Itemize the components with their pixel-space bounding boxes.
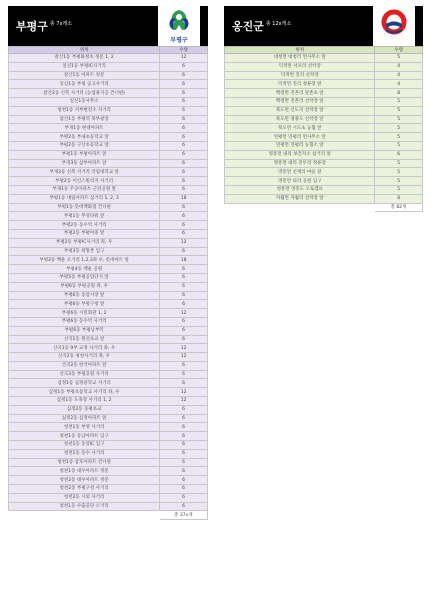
table-row (225, 62, 423, 71)
quantity-cell: 6 (160, 405, 208, 414)
location-cell: 갈산2동 신복 사거리 (농업용지공 건너편) (9, 89, 160, 98)
quantity-cell: 6 (160, 106, 208, 115)
quantity-cell: 6 (160, 247, 208, 256)
table-row (9, 265, 208, 274)
quantity-cell: 5 (375, 177, 423, 186)
quantity-cell: 6 (160, 97, 208, 106)
quantity-cell: 5 (375, 97, 423, 106)
location-cell: 십정1동 십정중학교 사거리 (9, 379, 160, 388)
table-row (9, 185, 208, 194)
table-row (225, 168, 423, 177)
location-cell: 산곡3동 부평공원 사거리 (9, 370, 160, 379)
table-row (9, 300, 208, 309)
bupyeong-logo-text: 부평구 (170, 37, 188, 44)
location-cell: 부개3동 삼부아파트 앞 (9, 159, 160, 168)
quantity-cell: 6 (160, 458, 208, 467)
table-row (9, 71, 208, 80)
table-row (225, 133, 423, 142)
location-cell: 덕적면 진리 선착장 (225, 71, 375, 80)
quantity-cell: 6 (160, 177, 208, 186)
location-cell: 부평1동 부평아파트 앞 (9, 150, 160, 159)
quantity-cell: 6 (160, 133, 208, 142)
location-cell: 일신1동 부평IC사거리 (9, 62, 160, 71)
location-cell: 덕적면 서포리 선착장 (225, 62, 375, 71)
quantity-cell: 6 (160, 71, 208, 80)
location-cell: 영흥면 영흥도 오토캠프 (225, 185, 375, 194)
location-cell: 일신1동 부평 공고사거리 (9, 80, 160, 89)
table-row (9, 441, 208, 450)
table-row (9, 282, 208, 291)
table-row (225, 106, 423, 115)
table-row (9, 247, 208, 256)
quantity-cell: 6 (375, 150, 423, 159)
quantity-cell: 6 (160, 326, 208, 335)
table-row (9, 168, 208, 177)
quantity-cell: 6 (160, 291, 208, 300)
location-cell: 부평2동 부평여중 앞 (9, 229, 160, 238)
ongjin-header (224, 6, 423, 46)
table-row (9, 133, 208, 142)
quantity-cell: 6 (160, 423, 208, 432)
quantity-cell: 12 (160, 54, 208, 63)
location-cell: 청천2동 시외 사거리 (9, 493, 160, 502)
column-header-quantity: 수량 (375, 47, 423, 54)
table-row (9, 432, 208, 441)
quantity-cell: 6 (160, 379, 208, 388)
table-row (9, 115, 208, 124)
location-cell: 청천1동 동암IC 입구 (9, 441, 160, 450)
location-cell: 부평6동 동암시장 앞 (9, 291, 160, 300)
column-header-quantity: 수량 (160, 47, 208, 54)
table-row (9, 141, 208, 150)
location-cell: 북도면 영종도 선착장 앞 (225, 115, 375, 124)
table-row (9, 326, 208, 335)
ongjin-total-row (225, 203, 423, 212)
location-cell: 산곡1동 원신초교 앞 (9, 335, 160, 344)
location-cell: 백령면 진촌리 달촌초 앞 (225, 89, 375, 98)
quantity-cell: 12 (160, 353, 208, 362)
table-row (9, 370, 208, 379)
table-row (225, 194, 423, 203)
location-cell: 청천1동 수출공단 오거리 (9, 502, 160, 511)
table-row (9, 291, 208, 300)
location-cell: 연평면 연평리 농협소 앞 (225, 141, 375, 150)
quantity-cell: 12 (160, 238, 208, 247)
location-cell: 영흥면 내리 진두리 정류장 (225, 159, 375, 168)
quantity-cell: 6 (160, 80, 208, 89)
quantity-cell: 18 (160, 194, 208, 203)
table-row (225, 141, 423, 150)
location-cell: 부평2동 이인스빌리지 사거리 (9, 177, 160, 186)
quantity-cell: 6 (160, 493, 208, 502)
ongjin-total: 총 82개 (375, 203, 423, 212)
quantity-cell: 6 (160, 265, 208, 274)
bupyeong-total-row (9, 511, 208, 520)
bupyeong-count-label: 총 7x캐소 (49, 21, 73, 28)
bupyeong-logo (158, 6, 200, 46)
location-cell: 십정2동 동평초교 (9, 405, 160, 414)
table-row (9, 54, 208, 63)
location-cell: 부평6동 부평구청 앞 (9, 300, 160, 309)
quantity-cell: 5 (375, 141, 423, 150)
location-cell: 자월면 자월리 선착장 앞 (225, 194, 375, 203)
location-cell: 부평6동 시민회관 1, 2 (9, 309, 160, 318)
column-header-location: 위치 (9, 47, 160, 54)
quantity-cell: 6 (160, 361, 208, 370)
location-cell: 부평5동 부평공업단지 앞 (9, 273, 160, 282)
table-row (9, 80, 208, 89)
bupyeong-panel (8, 6, 208, 520)
location-cell: 십정1동 도축장 사거리 1, 2 (9, 397, 160, 406)
location-cell: 백령면 진촌리 선착장 앞 (225, 97, 375, 106)
location-cell: 부평3동 백운 오거리 1,2,3좌 우, 롯데마트 앞 (9, 256, 160, 265)
location-cell: 영흥면 선재리 마을 앞 (225, 168, 375, 177)
ongjin-emblem-icon (373, 6, 415, 46)
ongjin-count-label: 총 12x캐소 (265, 21, 292, 28)
location-cell: 부개1동 주공아파트 근린공원 앞 (9, 185, 160, 194)
location-cell: 십정1동 부평초등학교 사거리 좌, 우 (9, 388, 160, 397)
table-row (9, 485, 208, 494)
quantity-cell: 8 (375, 194, 423, 203)
table-row (9, 458, 208, 467)
table-row (9, 397, 208, 406)
table-row (9, 388, 208, 397)
quantity-cell: 5 (375, 106, 423, 115)
quantity-cell: 12 (160, 397, 208, 406)
table-row (225, 124, 423, 133)
quantity-cell: 6 (160, 449, 208, 458)
quantity-cell: 6 (160, 115, 208, 124)
quantity-cell: 6 (160, 467, 208, 476)
table-row (9, 106, 208, 115)
quantity-cell: 6 (160, 185, 208, 194)
location-cell: 청천2동 대우아파트 정문 (9, 476, 160, 485)
quantity-cell: 5 (375, 133, 423, 142)
quantity-cell: 6 (160, 300, 208, 309)
location-cell: 십정2동 십정아파트 앞 (9, 414, 160, 423)
table-row (9, 62, 208, 71)
table-row (225, 54, 423, 63)
location-cell: 청천1동 동남아파트 입구 (9, 432, 160, 441)
location-cell: 부평1동 롯데백화점 건너편 (9, 203, 160, 212)
table-row (225, 80, 423, 89)
quantity-cell: 6 (160, 370, 208, 379)
table-row (9, 238, 208, 247)
location-cell: 청천1동 부영 사거리 (9, 423, 160, 432)
quantity-cell: 4 (375, 80, 423, 89)
quantity-cell: 8 (375, 89, 423, 98)
table-row (9, 194, 208, 203)
table-row (9, 467, 208, 476)
quantity-cell: 6 (160, 414, 208, 423)
table-row (9, 229, 208, 238)
quantity-cell: 6 (160, 441, 208, 450)
table-row (9, 502, 208, 511)
table-row (9, 256, 208, 265)
table-row (9, 493, 208, 502)
quantity-cell: 6 (160, 62, 208, 71)
bupyeong-total: 총 37x개 (160, 511, 208, 520)
quantity-cell: 6 (160, 485, 208, 494)
location-cell: 산곡1동 9부 교정 사거리 좌, 우 (9, 344, 160, 353)
quantity-cell: 6 (160, 168, 208, 177)
table-row (225, 115, 423, 124)
table-row (9, 89, 208, 98)
table-row (225, 177, 423, 186)
table-row (9, 423, 208, 432)
quantity-cell: 6 (160, 212, 208, 221)
bupyeong-table (8, 46, 208, 520)
location-cell: 부개3동 신복 사거리 국립대학교 앞 (9, 168, 160, 177)
quantity-cell: 4 (375, 62, 423, 71)
quantity-cell: 18 (160, 256, 208, 265)
table-row (9, 379, 208, 388)
quantity-cell: 12 (160, 388, 208, 397)
table-row (9, 97, 208, 106)
quantity-cell: 5 (375, 115, 423, 124)
quantity-cell: 5 (375, 168, 423, 177)
location-cell: 부평2동 부평IC사거리 좌, 우 (9, 238, 160, 247)
quantity-cell: 4 (375, 71, 423, 80)
table-row (9, 405, 208, 414)
quantity-cell: 5 (375, 54, 423, 63)
table-row (9, 273, 208, 282)
table-row (9, 150, 208, 159)
location-cell: 영흥면 내리 보건지소 삼거리 앞 (225, 150, 375, 159)
quantity-cell: 12 (160, 309, 208, 318)
location-cell: 부평6동 부평남부역 (9, 326, 160, 335)
location-cell: 갈산1동 부평화정초 정문 1, 2 (9, 54, 160, 63)
location-cell: 산곡2동 청천사거리 좌, 우 (9, 353, 160, 362)
location-cell: 영흥면 외리 공원 입구 (225, 177, 375, 186)
location-cell: 대청면 대청리 면사무소 앞 (225, 54, 375, 63)
quantity-cell: 6 (160, 317, 208, 326)
ongjin-panel (224, 6, 423, 212)
location-cell: 부평6동 동수역 사거리 (9, 317, 160, 326)
location-cell: 부평2동 부내초등학교 앞 (9, 133, 160, 142)
table-row (225, 150, 423, 159)
table-row (9, 159, 208, 168)
table-row (9, 212, 208, 221)
table-row (9, 353, 208, 362)
quantity-cell: 6 (160, 229, 208, 238)
quantity-cell: 6 (160, 221, 208, 230)
table-row (9, 124, 208, 133)
table-row (225, 159, 423, 168)
table-row (9, 203, 208, 212)
location-cell: 삼산1동 부평역 북부광장 (9, 115, 160, 124)
quantity-cell: 6 (160, 432, 208, 441)
quantity-cell: 6 (160, 159, 208, 168)
table-row (9, 361, 208, 370)
location-cell: 청천1동 서부변전소 사거리 (9, 106, 160, 115)
table-row (225, 185, 423, 194)
table-row (225, 89, 423, 98)
location-cell: 갈산1동 아파트 정문 (9, 71, 160, 80)
location-cell: 부평3동 희망촌 입구 (9, 247, 160, 256)
table-row (9, 309, 208, 318)
location-cell: 일신1동사무소 (9, 97, 160, 106)
table-row (9, 449, 208, 458)
bupyeong-table-header-row (9, 47, 208, 54)
bupyeong-header (8, 6, 208, 46)
table-row (9, 476, 208, 485)
ongjin-title: 옹진군 (232, 20, 264, 33)
quantity-cell: 6 (160, 150, 208, 159)
ongjin-table-header-row (225, 47, 423, 54)
location-cell: 부평4동 백운 공원 (9, 265, 160, 274)
location-cell: 부평2동 동수역 사거리 (9, 221, 160, 230)
location-cell: 부평6동 부평공원 좌, 우 (9, 282, 160, 291)
quantity-cell: 6 (160, 203, 208, 212)
quantity-cell: 6 (160, 273, 208, 282)
quantity-cell: 5 (375, 124, 423, 133)
quantity-cell: 6 (160, 476, 208, 485)
location-cell: 청천1동 동수 사거리 (9, 449, 160, 458)
quantity-cell: 6 (160, 282, 208, 291)
table-row (9, 221, 208, 230)
location-cell: 부평1동 무성타워 앞 (9, 212, 160, 221)
ongjin-table (224, 46, 423, 212)
quantity-cell: 5 (375, 185, 423, 194)
location-cell: 북도면 신도리 선착장 앞 (225, 106, 375, 115)
quantity-cell: 6 (160, 335, 208, 344)
table-row (225, 97, 423, 106)
location-cell: 덕적면 진리 정류장 앞 (225, 80, 375, 89)
quantity-cell: 6 (160, 89, 208, 98)
quantity-cell: 12 (160, 344, 208, 353)
location-cell: 연평면 연평리 면사무소 앞 (225, 133, 375, 142)
location-cell: 청천2동 부평구청 사거리 (9, 485, 160, 494)
location-cell: 청천1동 대우아파트 정문 (9, 467, 160, 476)
location-cell: 청천1동 삼호아파트 건너편 (9, 458, 160, 467)
quantity-cell: 6 (160, 124, 208, 133)
bupyeong-title: 부평구 (16, 20, 48, 33)
location-cell: 부개1동 현대아파트 (9, 124, 160, 133)
location-cell: 부평2동 구산초등학교 앞 (9, 141, 160, 150)
ongjin-logo (373, 6, 415, 46)
table-row (9, 335, 208, 344)
table-row (9, 177, 208, 186)
quantity-cell: 6 (160, 502, 208, 511)
table-row (9, 344, 208, 353)
location-cell: 북도면 시도초 농협 앞 (225, 124, 375, 133)
column-header-location: 위치 (225, 47, 375, 54)
quantity-cell: 5 (375, 159, 423, 168)
location-cell: 산곡2동 한국아파트 앞 (9, 361, 160, 370)
location-cell: 부평1동 대림아파트 삼거리 1, 2, 3 (9, 194, 160, 203)
table-row (225, 71, 423, 80)
table-row (9, 317, 208, 326)
table-row (9, 414, 208, 423)
quantity-cell: 6 (160, 141, 208, 150)
